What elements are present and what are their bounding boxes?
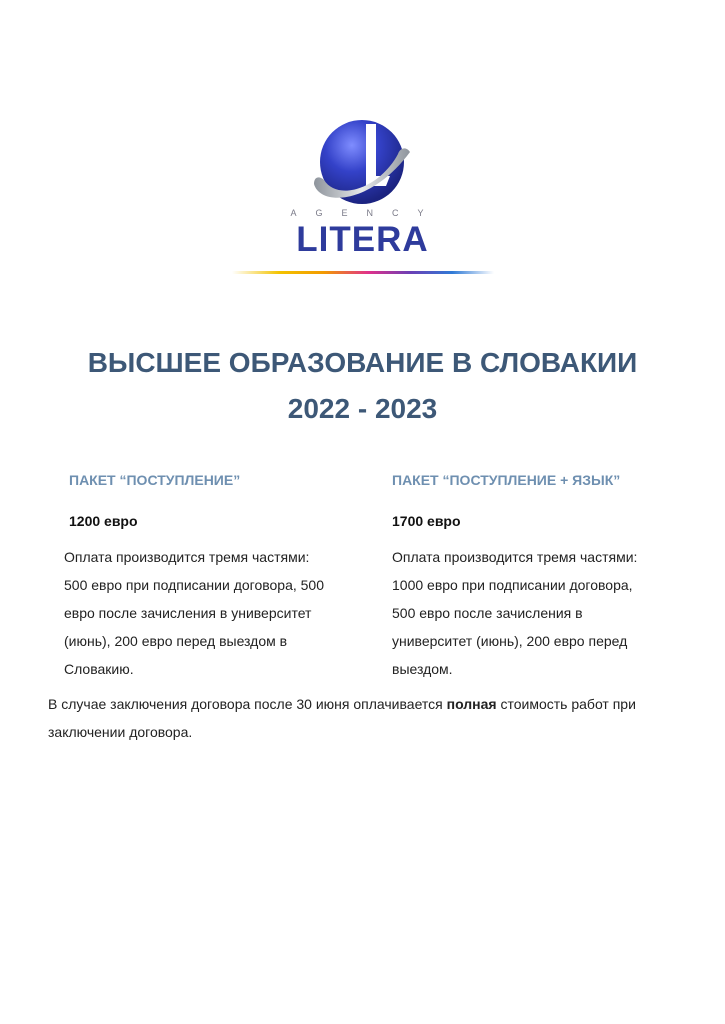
terms-line: выездом. <box>392 661 453 677</box>
terms-line: Оплата производится тремя частями: <box>392 549 638 565</box>
terms-line: (июнь), 200 евро перед выездом в <box>64 633 288 649</box>
terms-line: евро после зачисления в университет <box>64 605 312 621</box>
terms-line: 1000 евро при подписании договора, <box>392 577 633 593</box>
logo-agency-text: AGENCY <box>290 208 443 218</box>
package-basic-price: 1200 евро <box>69 513 138 529</box>
logo-wordmark: LITERA <box>296 220 429 259</box>
globe-logo-icon <box>310 118 414 214</box>
logo-rainbow-rule <box>232 271 494 274</box>
terms-line: университет (июнь), 200 евро перед <box>392 633 628 649</box>
payment-note <box>48 690 688 746</box>
terms-line: Словакию. <box>64 661 134 677</box>
package-basic-terms <box>64 543 364 683</box>
package-language-title: ПАКЕТ “ПОСТУПЛЕНИЕ + ЯЗЫК” <box>392 472 621 488</box>
package-basic-title: ПАКЕТ “ПОСТУПЛЕНИЕ” <box>69 472 241 488</box>
package-language-price: 1700 евро <box>392 513 461 529</box>
litera-logo <box>0 118 725 278</box>
page-title: ВЫСШЕЕ ОБРАЗОВАНИЕ В СЛОВАКИИ <box>87 347 638 378</box>
note-text-after: стоимость работ при <box>496 696 636 712</box>
note-line-2: заключении договора. <box>48 724 193 740</box>
terms-line: Оплата производится тремя частями: <box>64 549 310 565</box>
note-line-1 <box>48 690 688 718</box>
package-language-terms <box>392 543 682 683</box>
note-text-before: В случае заключения договора после 30 июня оплачивается <box>48 696 447 712</box>
note-bold-word: полная <box>446 696 497 712</box>
terms-line: 500 евро после зачисления в <box>392 605 583 621</box>
page-subtitle-years: 2022 - 2023 <box>287 393 438 424</box>
terms-line: 500 евро при подписании договора, 500 <box>64 577 325 593</box>
